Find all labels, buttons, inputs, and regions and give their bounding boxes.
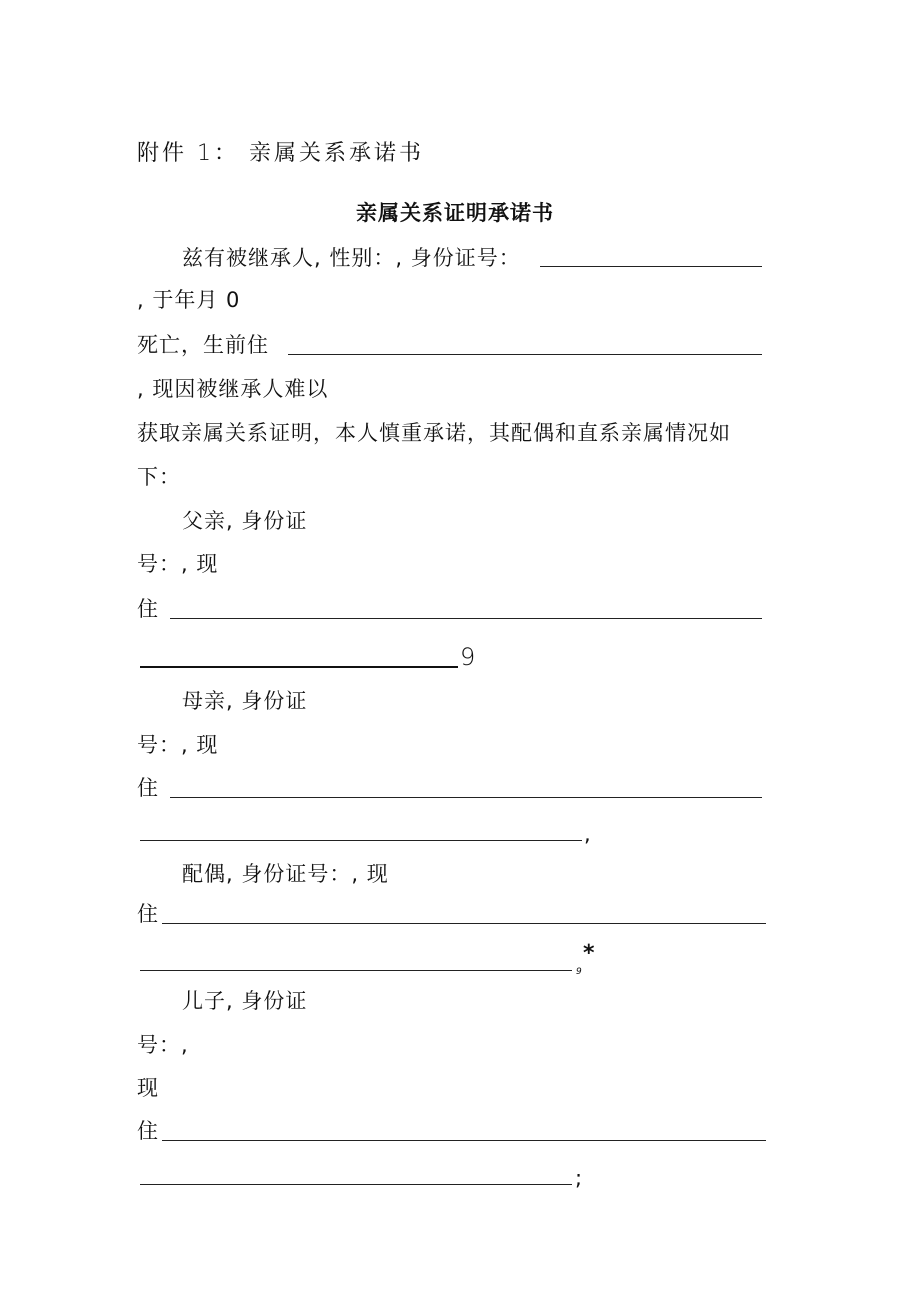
spouse-address-blank: [162, 923, 766, 924]
mother-label: 母亲, 身份证: [182, 689, 308, 713]
id-number-blank: [540, 266, 762, 267]
spouse-label: 配偶, 身份证号：, 现: [182, 862, 389, 886]
father-address-blank: [170, 618, 762, 619]
reason-line: , 现因被继承人难以: [137, 377, 329, 401]
residence-line: 死亡，生前住: [137, 333, 269, 357]
deceased-info-line: 兹有被继承人, 性别：, 身份证号：: [182, 246, 521, 270]
mother-address-blank-2: [140, 840, 582, 841]
mother-id-line: 号：, 现: [137, 733, 219, 757]
spouse-end-mark: *: [583, 941, 596, 966]
father-end-mark: 9: [460, 643, 476, 671]
residence-blank: [288, 354, 762, 355]
mother-address-label: 住: [137, 776, 159, 800]
father-address-label: 住: [137, 597, 159, 621]
spouse-end-small: 9: [576, 967, 583, 977]
son-id-line: 号：,: [137, 1033, 189, 1057]
spouse-address-label: 住: [137, 902, 159, 926]
date-of-death-line: , 于年月 0: [137, 288, 241, 312]
commitment-line: 获取亲属关系证明，本人慎重承诺，其配偶和直系亲属情况如: [137, 421, 731, 445]
son-end-mark: ;: [575, 1166, 584, 1190]
son-address-blank-2: [140, 1184, 572, 1185]
mother-address-blank: [170, 797, 762, 798]
son-address-label: 住: [137, 1119, 159, 1143]
commitment-line-end: 下：: [137, 465, 181, 489]
father-id-line: 号：, 现: [137, 552, 219, 576]
son-label: 儿子, 身份证: [182, 989, 308, 1013]
document-title: 亲属关系证明承诺书: [356, 201, 554, 225]
mother-end-mark: ,: [584, 822, 592, 846]
annex-label: 附件 1： 亲属关系承诺书: [137, 141, 424, 166]
son-current-label: 现: [137, 1076, 159, 1100]
father-label: 父亲, 身份证: [182, 509, 308, 533]
son-address-blank: [162, 1140, 766, 1141]
father-address-blank-2: [140, 666, 458, 668]
spouse-address-blank-2: [140, 970, 572, 971]
